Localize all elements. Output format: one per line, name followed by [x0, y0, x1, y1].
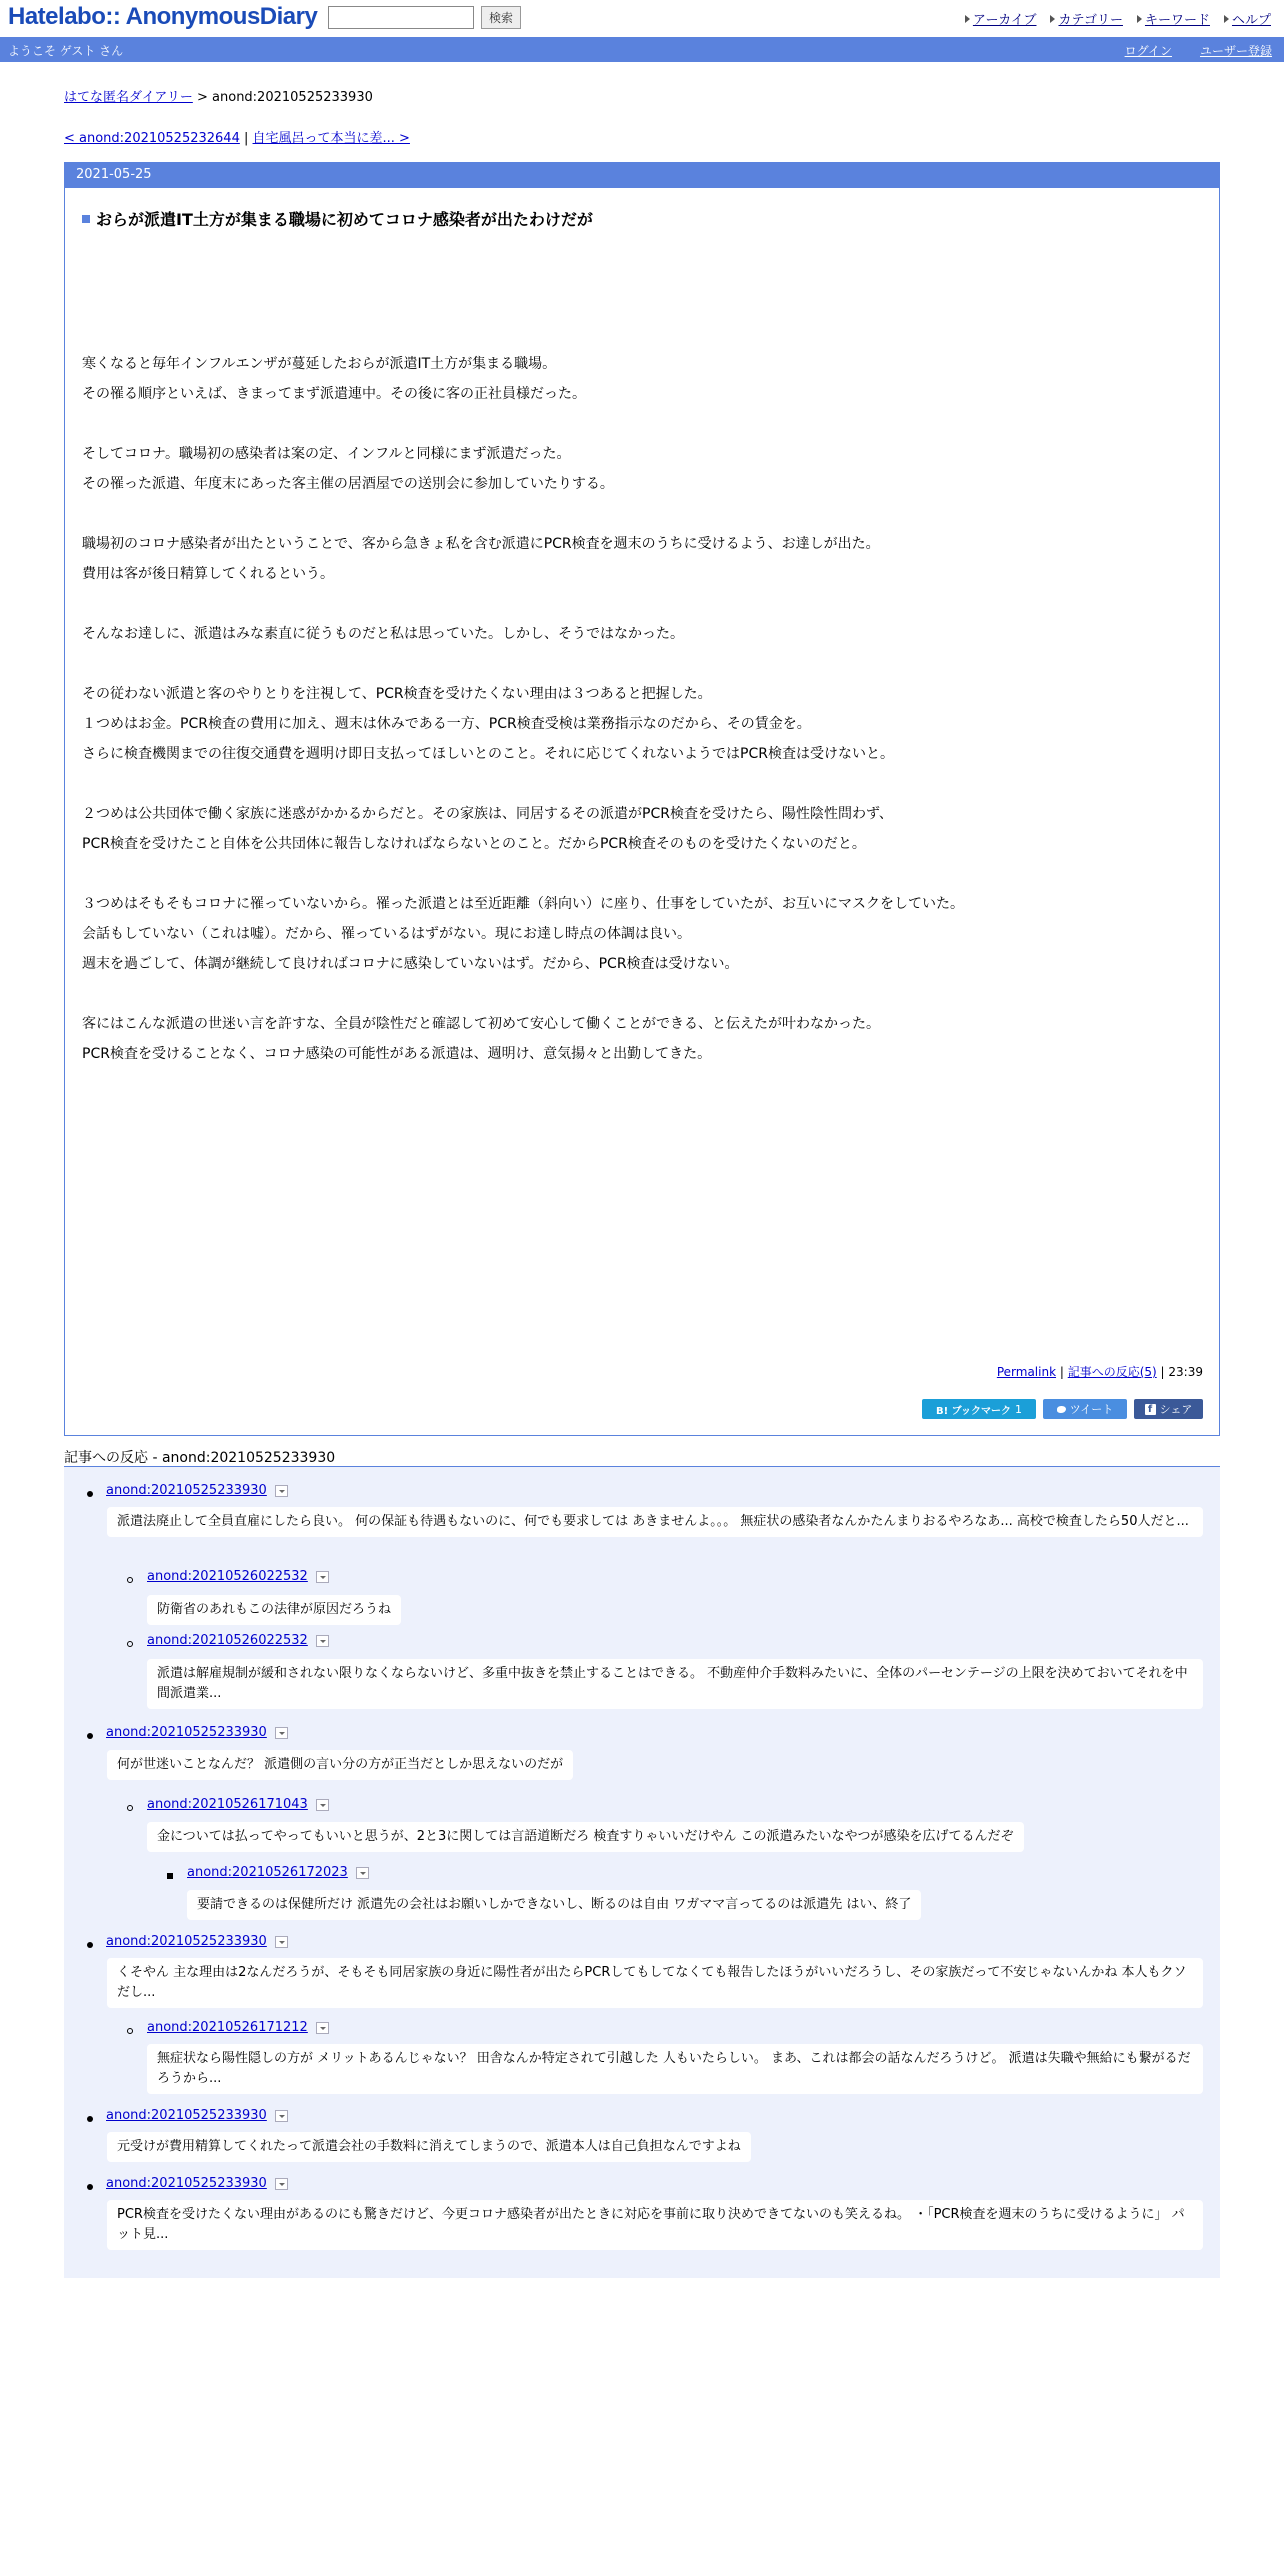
- list-bullet: [87, 2116, 93, 2122]
- login-link[interactable]: ログイン: [1124, 44, 1172, 58]
- register-link[interactable]: ユーザー登録: [1199, 44, 1272, 58]
- reaction-excerpt: 金については払ってやってもいいと思うが、2と3に関しては言語道断だろ 検査すりゃいいだけやん この派遣みたいなやつが感染を広げてるんだぞ: [147, 1822, 1024, 1852]
- reaction-item: [106, 1483, 288, 1498]
- article-line: その従わない派遣と客のやりとりを注視して、PCR検査を受けたくない理由は３つあると把握した。: [82, 686, 712, 702]
- reaction-excerpt: PCR検査を受けたくない理由があるのにも驚きだけど、今更コロナ感染者が出たときに対応を事前に取り決めできてないのも笑えるね。 ・「PCR検査を週末のうちに受けるように」 パット見...: [107, 2200, 1203, 2250]
- reaction-item: [106, 1934, 288, 1949]
- footer-separator: |: [1160, 1365, 1169, 1379]
- reaction-excerpt: 防衛省のあれもこの法律が原因だろうね: [147, 1595, 401, 1625]
- list-bullet: [87, 1733, 93, 1739]
- reaction-link[interactable]: anond:20210526171212: [147, 2020, 308, 2035]
- article-line: そんなお達しに、派遣はみな素直に従うものだと私は思っていた。しかし、そうではなかった。: [82, 626, 684, 642]
- reaction-item: [147, 1569, 329, 1584]
- chevron-down-icon[interactable]: [316, 1571, 329, 1583]
- reaction-link[interactable]: anond:20210525233930: [106, 1483, 267, 1498]
- article-line: その罹る順序といえば、きまってまず派遣連中。その後に客の正社員様だった。: [82, 386, 586, 402]
- nav-archive-link[interactable]: アーカイブ: [972, 13, 1037, 28]
- chevron-down-icon[interactable]: [316, 2022, 329, 2034]
- article-line: 寒くなると毎年インフルエンザが蔓延したおらが派遣IT土方が集まる職場。: [82, 356, 557, 372]
- reaction-item: [106, 2176, 288, 2191]
- reaction-excerpt: 要請できるのは保健所だけ 派遣先の会社はお願いしかできないし、断るのは自由 ワガママ言ってるのは派遣先 はい、終了: [187, 1890, 921, 1920]
- reaction-link[interactable]: anond:20210526022532: [147, 1569, 308, 1584]
- reaction-link[interactable]: anond:20210526172023: [187, 1865, 348, 1880]
- welcome-text: ようこそ ゲスト さん: [8, 44, 124, 58]
- footer-separator: |: [1059, 1365, 1068, 1379]
- article-date: 2021-05-25: [65, 163, 1219, 188]
- chevron-down-icon[interactable]: [275, 2110, 288, 2122]
- reaction-excerpt: 無症状なら陽性隠しの方が メリットあるんじゃない？ 田舎なんか特定されて引越した 人もいたらしい。 まあ、これは都会の話なんだろうけど。 派遣は失職や無給にも繋がるだろうから...: [147, 2044, 1203, 2094]
- top-header: [0, 0, 1284, 36]
- reactions-heading: 記事への反応 - anond:20210525233930: [64, 1447, 1220, 1467]
- article-line: そしてコロナ。職場初の感染者は案の定、インフルと同様にまず派遣だった。: [82, 446, 571, 462]
- chevron-down-icon[interactable]: [275, 1727, 288, 1739]
- list-bullet: [167, 1873, 173, 1879]
- prev-entry-link[interactable]: < anond:20210525232644: [64, 131, 240, 146]
- reaction-item: [147, 1797, 329, 1812]
- reaction-link[interactable]: anond:20210526171043: [147, 1797, 308, 1812]
- chevron-down-icon[interactable]: [275, 1936, 288, 1948]
- reaction-link[interactable]: anond:20210526022532: [147, 1633, 308, 1648]
- nav-item-category[interactable]: [1050, 9, 1122, 28]
- reaction-link[interactable]: anond:20210525233930: [106, 1725, 267, 1740]
- tweet-label: ツイート: [1069, 1403, 1114, 1416]
- article-line: さらに検査機関までの往復交通費を週明け即日支払ってほしいとのこと。それに応じてくれないようではPCR検査は受けないと。: [82, 746, 894, 762]
- facebook-share-button[interactable]: [1134, 1399, 1203, 1419]
- article-box: [64, 162, 1220, 1436]
- search-input[interactable]: [328, 6, 474, 29]
- article-line: ２つめは公共団体で働く家族に迷惑がかかるからだと。その家族は、同居するその派遣がPCR検査を受けたら、陽性陰性問わず、: [82, 806, 893, 822]
- arrow-right-icon: [1050, 15, 1055, 23]
- reaction-excerpt: 何が世迷いことなんだ？ 派遣側の言い分の方が正当だとしか思えないのだが: [107, 1750, 573, 1780]
- hatena-bookmark-icon: B! ブックマーク: [936, 1405, 1011, 1417]
- article-title: [82, 207, 593, 230]
- list-bullet: [127, 1805, 133, 1811]
- nav-item-keyword[interactable]: [1137, 9, 1210, 28]
- pager-separator: |: [244, 131, 249, 146]
- article-line: 職場初のコロナ感染者が出たということで、客から急きょ私を含む派遣にPCR検査を週末のうちに受けるよう、お達しが出た。: [82, 536, 880, 552]
- site-logo[interactable]: Hatelabo:: AnonymousDiary: [8, 3, 318, 30]
- nav-item-archive[interactable]: [965, 9, 1037, 28]
- chevron-down-icon[interactable]: [316, 1635, 329, 1647]
- article-paragraph: [82, 679, 1202, 769]
- article-line: 会話もしていない（これは嘘）。だから、罹っているはずがない。現にお達し時点の体調は良い。: [82, 926, 691, 942]
- twitter-bird-icon: [1057, 1406, 1066, 1413]
- reaction-item: [106, 1725, 288, 1740]
- reaction-link[interactable]: anond:20210525233930: [106, 1934, 267, 1949]
- search-button[interactable]: 検索: [481, 6, 521, 29]
- arrow-right-icon: [1224, 15, 1229, 23]
- article-paragraph: [82, 529, 1202, 589]
- article-paragraph: [82, 799, 1202, 859]
- share-label: シェア: [1159, 1403, 1193, 1416]
- article-line: ３つめはそもそもコロナに罹っていないから。罹った派遣とは至近距離（斜向い）に座り、仕事をしていたが、お互いにマスクをしていた。: [82, 896, 964, 912]
- next-entry-link[interactable]: 自宅風呂って本当に差... >: [252, 131, 410, 146]
- square-icon[interactable]: [82, 215, 90, 223]
- chevron-down-icon[interactable]: [275, 2178, 288, 2190]
- article-paragraph: [82, 619, 1202, 649]
- facebook-icon: f: [1145, 1404, 1156, 1415]
- nav-keyword-link[interactable]: キーワード: [1144, 13, 1210, 28]
- reaction-excerpt: 元受けが費用精算してくれたって派遣会社の手数料に消えてしまうので、派遣本人は自己負担なんですよね: [107, 2132, 751, 2162]
- article-line: 週末を過ごして、体調が継続して良ければコロナに感染していないはず。だから、PCR検査は受けない。: [82, 956, 739, 972]
- reaction-excerpt: 派遣は解雇規制が緩和されない限りなくならないけど、多重中抜きを禁止することはできる。 不動産仲介手数料みたいに、全体のパーセンテージの上限を決めておいてそれを中間派遣業...: [147, 1659, 1203, 1709]
- top-nav: [965, 9, 1271, 28]
- tweet-button[interactable]: [1043, 1399, 1127, 1419]
- reaction-link[interactable]: anond:20210525233930: [106, 2176, 267, 2191]
- list-bullet: [87, 1491, 93, 1497]
- reaction-item: [106, 2108, 288, 2123]
- hatena-bookmark-button[interactable]: [922, 1399, 1036, 1419]
- auth-links: [1125, 42, 1272, 59]
- list-bullet: [87, 1942, 93, 1948]
- article-paragraph: [82, 1009, 1202, 1069]
- chevron-down-icon[interactable]: [316, 1799, 329, 1811]
- list-bullet: [127, 1577, 133, 1583]
- article-time: 23:39: [1168, 1365, 1203, 1379]
- article-line: その罹った派遣、年度末にあった客主催の居酒屋での送別会に参加していたりする。: [82, 476, 614, 492]
- bookmark-count: 1: [1014, 1402, 1022, 1416]
- breadcrumb-separator: >: [196, 90, 208, 105]
- chevron-down-icon[interactable]: [275, 1485, 288, 1497]
- list-bullet: [127, 2028, 133, 2034]
- article-paragraph: [82, 889, 1202, 979]
- social-buttons: [922, 1399, 1203, 1419]
- arrow-right-icon: [965, 15, 970, 23]
- reaction-link[interactable]: anond:20210525233930: [106, 2108, 267, 2123]
- breadcrumb-home-link[interactable]: はてな匿名ダイアリー: [64, 90, 193, 105]
- article-paragraph: [82, 349, 1202, 409]
- nav-item-help[interactable]: [1224, 9, 1271, 28]
- article-line: 客にはこんな派遣の世迷い言を許すな、全員が陰性だと確認して初めて安心して働くことができる、と伝えたが叶わなかった。: [82, 1016, 880, 1032]
- chevron-down-icon[interactable]: [356, 1867, 369, 1879]
- reactions-count-link[interactable]: 記事への反応(5): [1067, 1365, 1157, 1379]
- breadcrumb-current: anond:20210525233930: [212, 90, 373, 105]
- article-body: [82, 349, 1202, 1099]
- article-line: 費用は客が後日精算してくれるという。: [82, 566, 334, 582]
- article-footer: [997, 1363, 1203, 1380]
- reactions-list: [64, 1467, 1220, 2278]
- article-paragraph: [82, 439, 1202, 499]
- entry-pager: [64, 127, 410, 146]
- permalink-link[interactable]: Permalink: [996, 1365, 1057, 1379]
- breadcrumb: [64, 86, 373, 105]
- list-bullet: [127, 1641, 133, 1647]
- reaction-item: [187, 1865, 369, 1880]
- article-line: PCR検査を受けることなく、コロナ感染の可能性がある派遣は、週明け、意気揚々と出勤してきた。: [82, 1046, 712, 1062]
- nav-help-link[interactable]: ヘルプ: [1231, 13, 1271, 28]
- nav-category-link[interactable]: カテゴリー: [1058, 13, 1123, 28]
- article-title-text: おらが派遣IT土方が集まる職場に初めてコロナ感染者が出たわけだが: [96, 210, 593, 229]
- reaction-excerpt: 派遣法廃止して全員直雇にしたら良い。 何の保証も待遇もないのに、何でも要求しては あきませんよ。。。 無症状の感染者なんかたんまりおるやろなあ... 高校で検査したら50人だと...: [107, 1507, 1203, 1537]
- article-line: １つめはお金。PCR検査の費用に加え、週末は休みである一方、PCR検査受検は業務指示なのだから、その賃金を。: [82, 716, 811, 732]
- list-bullet: [87, 2184, 93, 2190]
- reaction-item: [147, 2020, 329, 2035]
- reaction-item: [147, 1633, 329, 1648]
- arrow-right-icon: [1137, 15, 1142, 23]
- article-line: PCR検査を受けたこと自体を公共団体に報告しなければならないとのこと。だからPCR検査そのものを受けたくないのだと。: [82, 836, 866, 852]
- user-bar: [0, 37, 1284, 62]
- reaction-excerpt: くそやん 主な理由は2なんだろうが、そもそも同居家族の身近に陽性者が出たらPCRしてもしてなくても報告したほうがいいだろうし、その家族だって不安じゃないんかね 本人もクソだし...: [107, 1958, 1203, 2008]
